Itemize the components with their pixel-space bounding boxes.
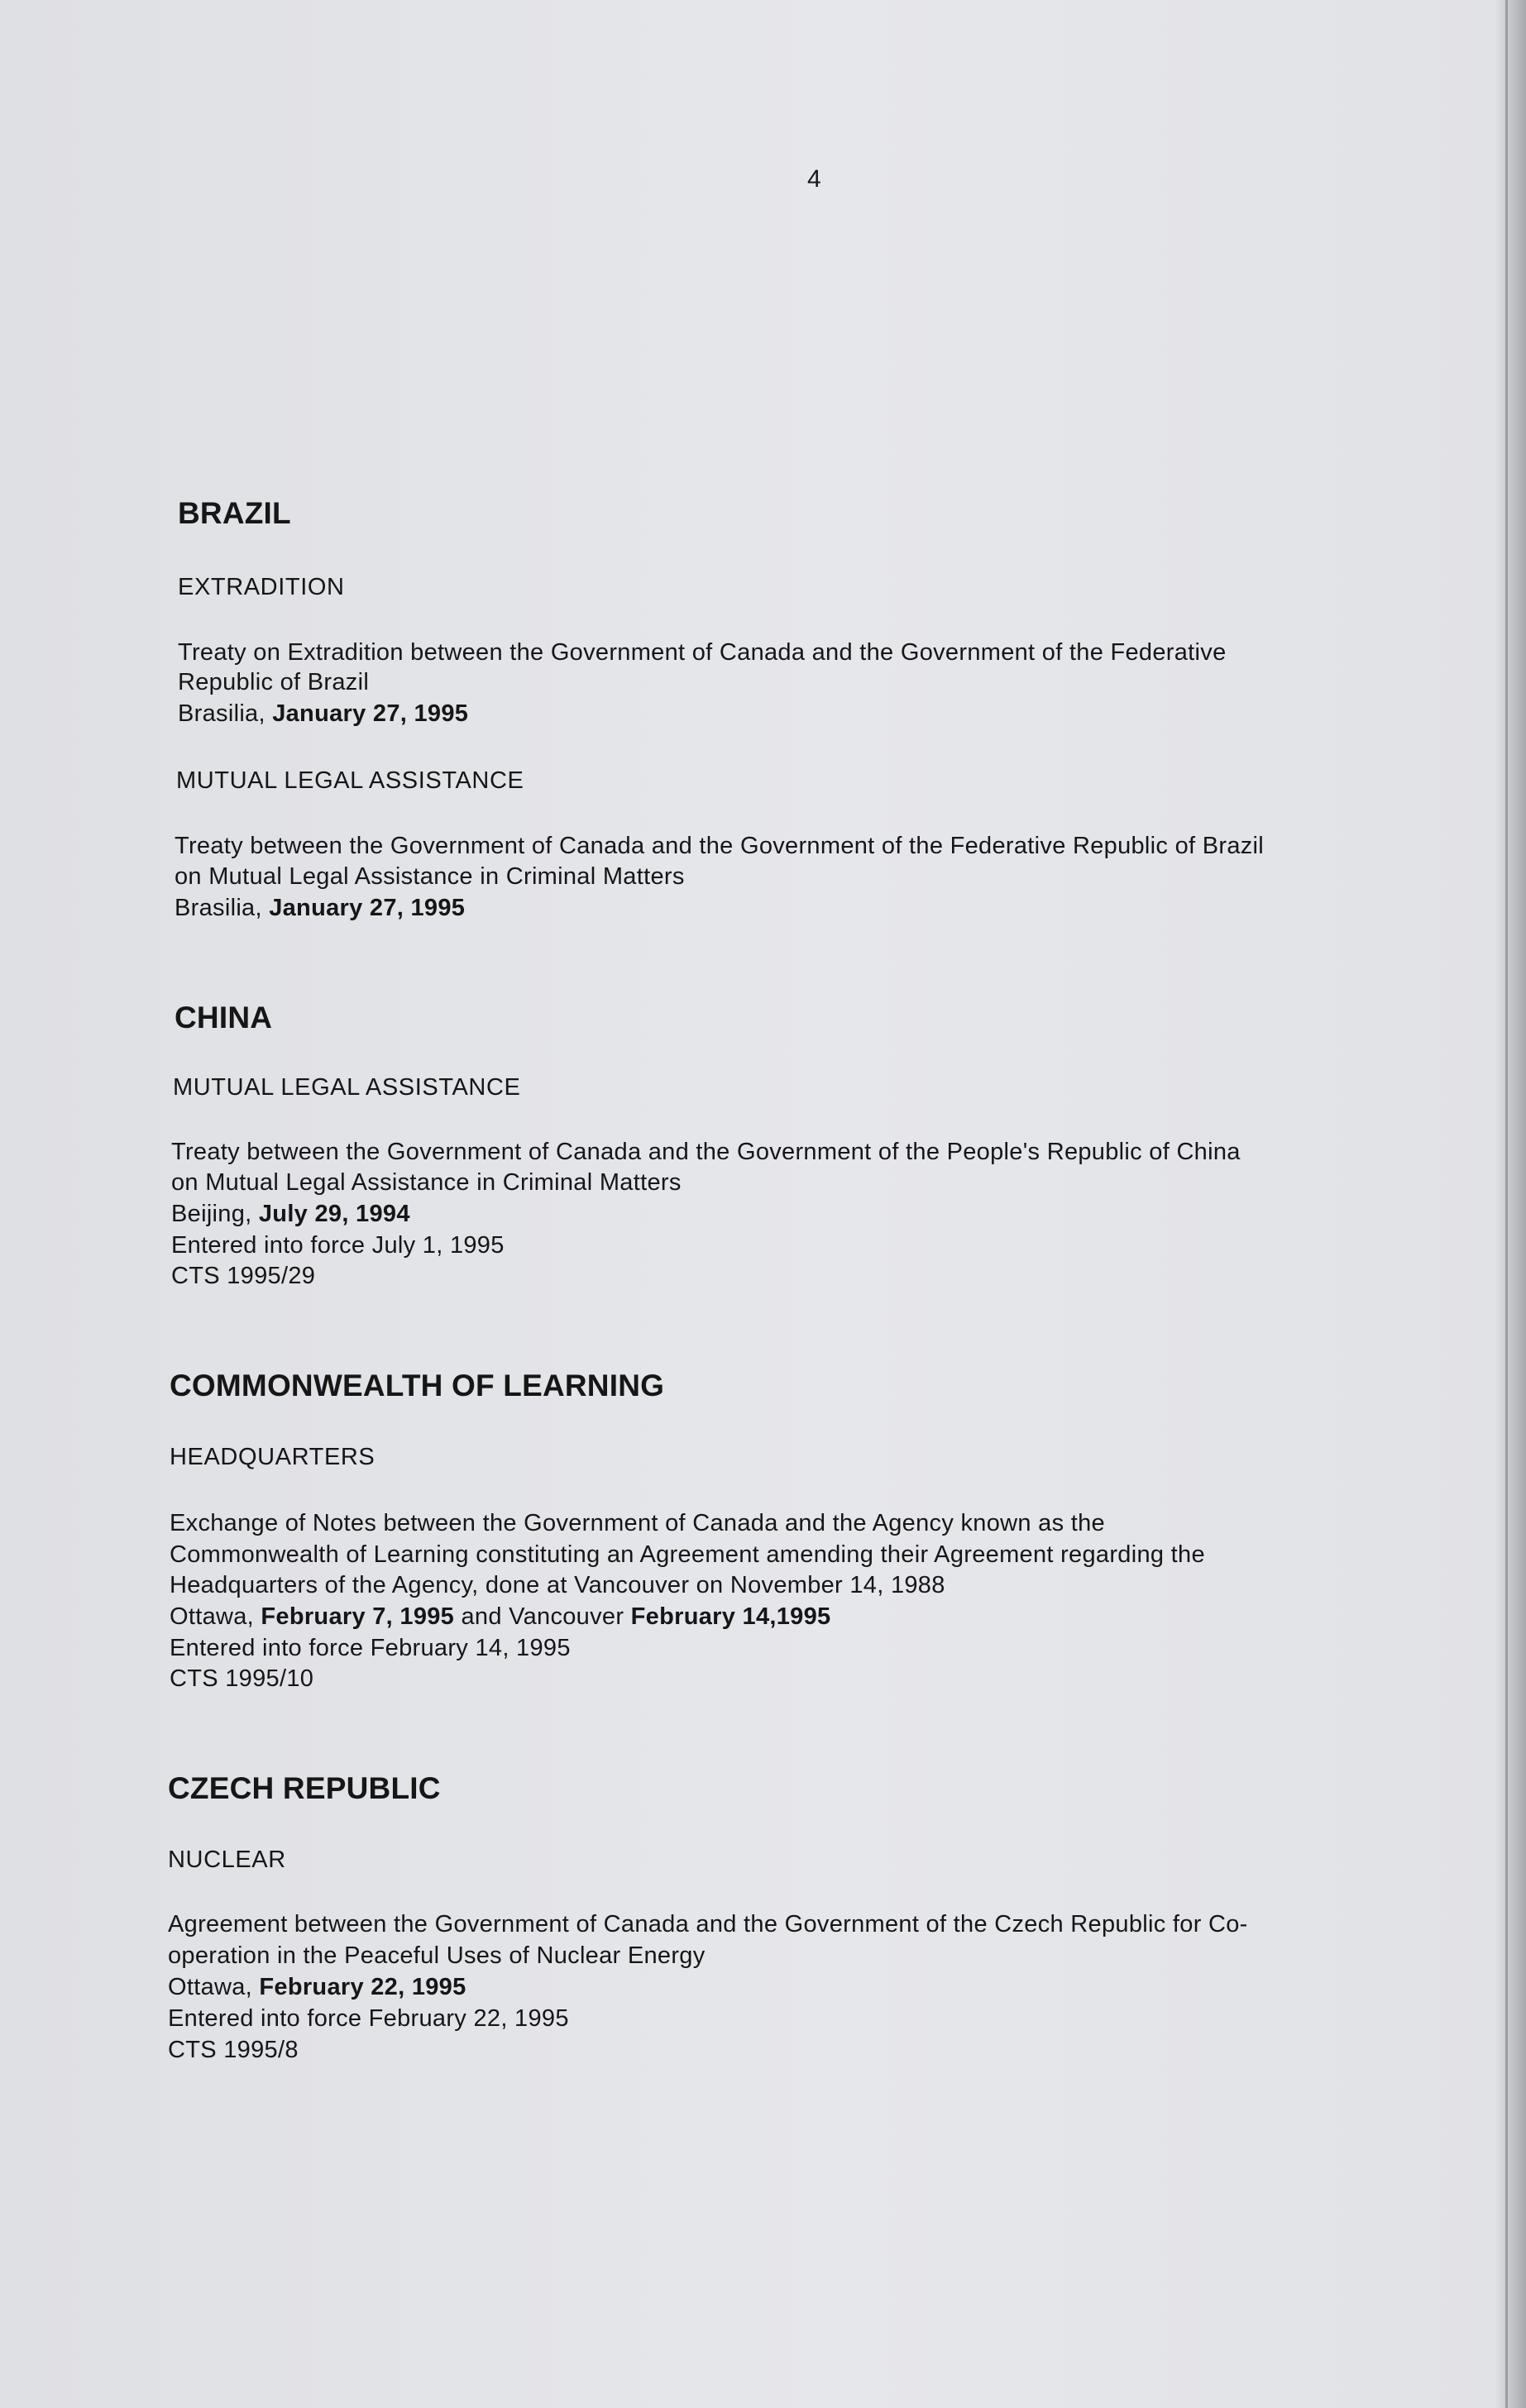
signing-date: February 14,1995	[630, 1603, 831, 1630]
signing-date: July 29, 1994	[258, 1201, 410, 1227]
signing-connector: and Vancouver	[461, 1603, 624, 1630]
treaty-description: Headquarters of the Agency, done at Vancouver on November 14, 1988	[170, 1572, 945, 1598]
category-heading: NUCLEAR	[168, 1847, 286, 1873]
signing-place: Brasilia,	[178, 700, 265, 727]
treaty-description: Agreement between the Government of Canada and the Government of the Czech Republic for Co-	[168, 1911, 1248, 1937]
category-heading: MUTUAL LEGAL ASSISTANCE	[173, 1074, 521, 1101]
cts-reference: CTS 1995/8	[168, 2037, 299, 2063]
entry-into-force: Entered into force February 22, 1995	[168, 2005, 569, 2032]
treaty-description: on Mutual Legal Assistance in Criminal Matters	[171, 1169, 682, 1196]
country-heading: COMMONWEALTH OF LEARNING	[170, 1369, 665, 1402]
signing-date: January 27, 1995	[269, 895, 466, 921]
country-heading: CHINA	[175, 1001, 273, 1034]
signing-place-date	[175, 895, 465, 922]
category-heading: MUTUAL LEGAL ASSISTANCE	[176, 767, 524, 794]
category-heading: EXTRADITION	[178, 574, 345, 600]
treaty-description: Commonwealth of Learning constituting an Agreement amending their Agreement regarding the	[170, 1541, 1205, 1568]
signing-place: Brasilia,	[175, 895, 262, 921]
country-heading: BRAZIL	[178, 496, 291, 530]
signing-date: February 7, 1995	[261, 1603, 455, 1630]
treaty-description: Exchange of Notes between the Government of Canada and the Agency known as the	[170, 1510, 1105, 1536]
signing-place-date	[170, 1603, 830, 1631]
signing-place: Beijing,	[171, 1201, 252, 1227]
treaty-description: Treaty on Extradition between the Government of Canada and the Government of the Federative	[178, 639, 1227, 666]
treaty-description: on Mutual Legal Assistance in Criminal Matters	[175, 863, 685, 890]
signing-date: January 27, 1995	[272, 700, 469, 727]
treaty-description: Republic of Brazil	[178, 669, 370, 695]
cts-reference: CTS 1995/29	[171, 1263, 316, 1289]
entry-into-force: Entered into force July 1, 1995	[171, 1232, 505, 1259]
treaty-description: Treaty between the Government of Canada and the Government of the Federative Republic of Brazil	[175, 833, 1265, 859]
page-edge-shadow	[1495, 0, 1526, 2408]
page-number: 4	[807, 165, 821, 193]
category-heading: HEADQUARTERS	[170, 1444, 376, 1470]
country-heading: CZECH REPUBLIC	[168, 1771, 441, 1805]
signing-place: Ottawa,	[170, 1603, 255, 1630]
signing-place-date	[178, 700, 468, 728]
signing-place-date	[171, 1201, 410, 1228]
signing-date: February 22, 1995	[259, 1974, 466, 2000]
signing-place: Ottawa,	[168, 1974, 253, 2000]
treaty-description: Treaty between the Government of Canada and the Government of the People's Republic of China	[171, 1139, 1241, 1165]
signing-place-date	[168, 1974, 466, 2001]
page-edge-line	[1505, 0, 1508, 2408]
treaty-description: operation in the Peaceful Uses of Nuclear Energy	[168, 1942, 706, 1969]
cts-reference: CTS 1995/10	[170, 1665, 314, 1692]
entry-into-force: Entered into force February 14, 1995	[170, 1635, 571, 1661]
